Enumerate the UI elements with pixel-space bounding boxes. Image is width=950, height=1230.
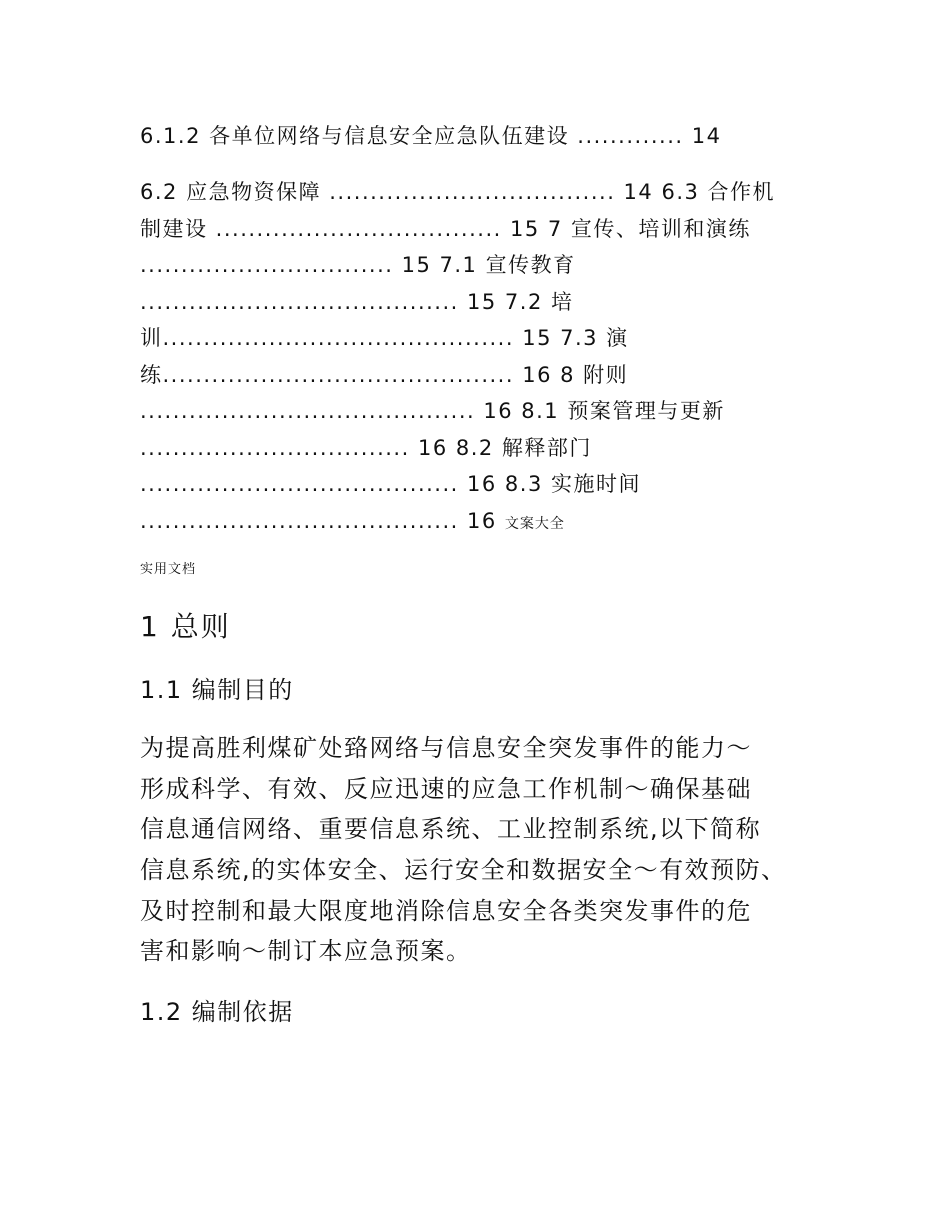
toc-line: 训........................................... 15 7.3 演: [140, 326, 629, 350]
toc-trailing-note: 文案大全: [504, 515, 565, 532]
toc-line: 制建设 ................................... 15 7 宣传、培训和演练: [140, 216, 751, 241]
toc-line: ......................................... 16 8.1 预案管理与更新: [140, 399, 725, 423]
toc-block: [140, 174, 820, 539]
subsection-title-purpose: 1.1 编制目的: [140, 676, 294, 704]
toc-entry-6-1-2: 6.1.2 各单位网络与信息安全应急队伍建设 ............. 14: [140, 124, 722, 148]
paragraph-line: 信息通信网络、重要信息系统、工业控制系统,以下简称: [140, 815, 762, 844]
toc-line: ....................................... 15 7.2 培: [140, 289, 574, 314]
toc-last-text: ....................................... 16: [140, 508, 497, 533]
toc-line: ............................... 15 7.1 宣传教育: [140, 253, 576, 277]
toc-line-last: [140, 503, 820, 540]
purpose-paragraph: [140, 728, 830, 972]
section-title: 1 总则: [140, 610, 231, 643]
paragraph-line: 害和影响～制订本应急预案。: [140, 937, 472, 966]
paragraph-line: 信息系统,的实体安全、运行安全和数据安全～有效预防、: [140, 856, 787, 885]
paragraph-line: 及时控制和最大限度地消除信息安全各类突发事件的危: [140, 896, 752, 925]
paragraph-line: 为提高胜利煤矿处臵网络与信息安全突发事件的能力～: [140, 734, 752, 762]
subsection-title-basis: 1.2 编制依据: [140, 998, 294, 1026]
footer-note: 实用文档: [140, 562, 197, 577]
toc-line: ................................. 16 8.2 解释部门: [140, 435, 592, 460]
toc-line: 6.2 应急物资保障 ................................... 14 6.3 合作机: [140, 180, 776, 204]
toc-line: ....................................... 16 8.3 实施时间: [140, 472, 641, 496]
toc-line: 练........................................... 16 8 附则: [140, 362, 629, 387]
paragraph-line: 形成科学、有效、反应迅速的应急工作机制～确保基础: [140, 774, 752, 803]
